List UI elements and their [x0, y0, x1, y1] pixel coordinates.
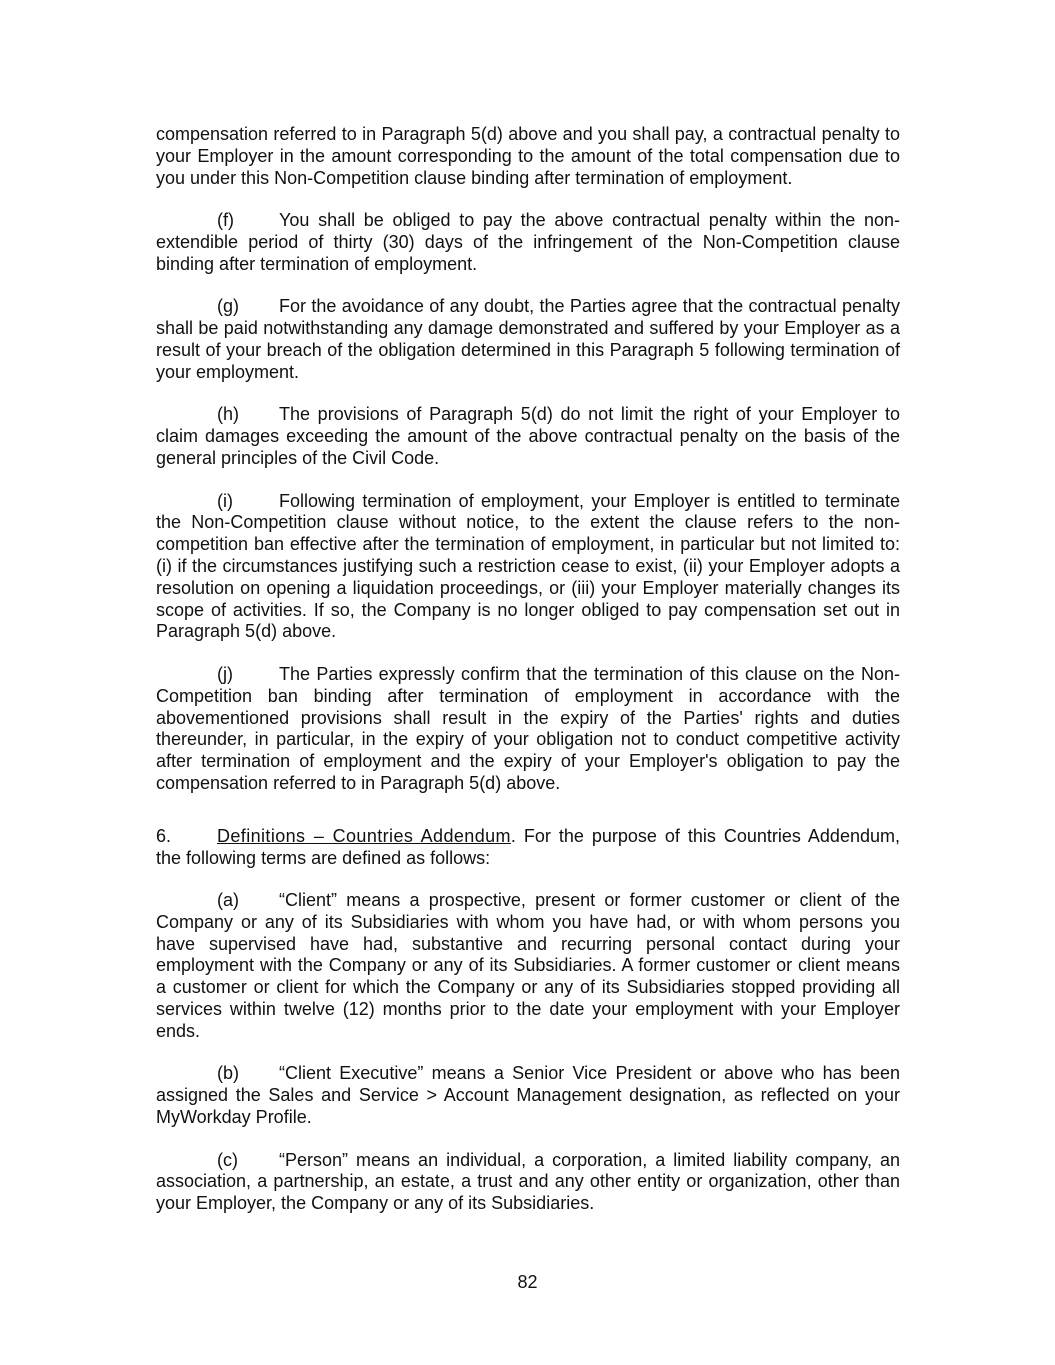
definition-text: “Client Executive” means a Senior Vice President or above who has been assigned the Sales and Service > Account Management designation, as reflected on your MyWorkday Profile. [156, 1063, 900, 1128]
paragraph-marker: (g) [217, 296, 239, 317]
paragraph-continuation: compensation referred to in Paragraph 5(d) above and you shall pay, a contractual penalty to your Employer in the amount corresponding to the amount of the total compensation due to you under this Non-Competition clause binding after termination of employment. [156, 124, 900, 188]
paragraph-f [156, 210, 900, 275]
definition-marker: (c) [217, 1149, 238, 1170]
document-page [156, 124, 900, 1236]
definition-marker: (b) [217, 1063, 239, 1084]
paragraph-text: You shall be obliged to pay the above contractual penalty within the non-extendible period of thirty (30) days of the infringement of the Non-Competition clause binding after termination of employment. [156, 210, 900, 274]
definition-text: “Person” means an individual, a corporation, a limited liability company, an association, a partnership, an estate, a trust and any other entity or organization, other than your Employer, the Company or any of its Subsidiaries. [156, 1149, 900, 1214]
definition-text: “Client” means a prospective, present or former customer or client of the Company or any of its Subsidiaries with whom you have had, or with whom persons you have supervised have had, substantive and recurring personal contact during your employment with the Company or any of its Subsidiaries. A former customer or client means a customer or client for which the Company or any of its Subsidiaries stopped providing all services within twelve (12) months prior to the date your employment with your Employer ends. [156, 890, 900, 1041]
definition-a [156, 890, 900, 1043]
paragraph-i [156, 491, 900, 644]
paragraph-text: For the avoidance of any doubt, the Parties agree that the contractual penalty shall be paid notwithstanding any damage demonstrated and suffered by your Employer as a result of your breach of the obligation determined in this Paragraph 5 following termination of your employment. [156, 296, 900, 382]
page-number: 82 [517, 1272, 538, 1292]
paragraph-g [156, 296, 900, 383]
paragraph-h [156, 404, 900, 469]
paragraph-text: Following termination of employment, your Employer is entitled to terminate the Non-Competition clause without notice, to the extent the clause refers to the non-competition ban effective after the termination of employment, in particular but not limited to: (i) if the circumstances justifying such a restriction cease to exist, (ii) your Employer adopts a resolution on opening a liquidation proceedings, or (iii) your Employer materially changes its scope of activities. If so, the Company is no longer obliged to pay compensation set out in Paragraph 5(d) above. [156, 490, 900, 642]
definition-c [156, 1150, 900, 1215]
section-heading: Definitions – Countries Addendum [217, 825, 511, 846]
definition-marker: (a) [217, 890, 239, 911]
paragraph-marker: (f) [217, 210, 234, 231]
definition-b [156, 1063, 900, 1128]
section-6 [156, 826, 900, 870]
paragraph-marker: (i) [217, 490, 233, 511]
paragraph-j [156, 664, 900, 795]
paragraph-text: The Parties expressly confirm that the termination of this clause on the Non-Competition ban binding after termination of employment in accordance with the abovementioned provisions shall result in the expiry of the Parties' rights and duties thereunder, in particular, in the expiry of your obligation not to conduct competitive activity after termination of employment and the expiry of your Employer's obligation to pay the compensation referred to in Paragraph 5(d) above. [156, 663, 900, 793]
paragraph-marker: (h) [217, 404, 239, 425]
section-number: 6. [156, 825, 172, 846]
paragraph-text: The provisions of Paragraph 5(d) do not limit the right of your Employer to claim damages exceeding the amount of the above contractual penalty on the basis of the general principles of the Civil Code. [156, 404, 900, 468]
paragraph-marker: (j) [217, 663, 233, 684]
section-intro-text: . For the purpose of this Countries Addendum, the following terms are defined as follows: [156, 825, 900, 868]
